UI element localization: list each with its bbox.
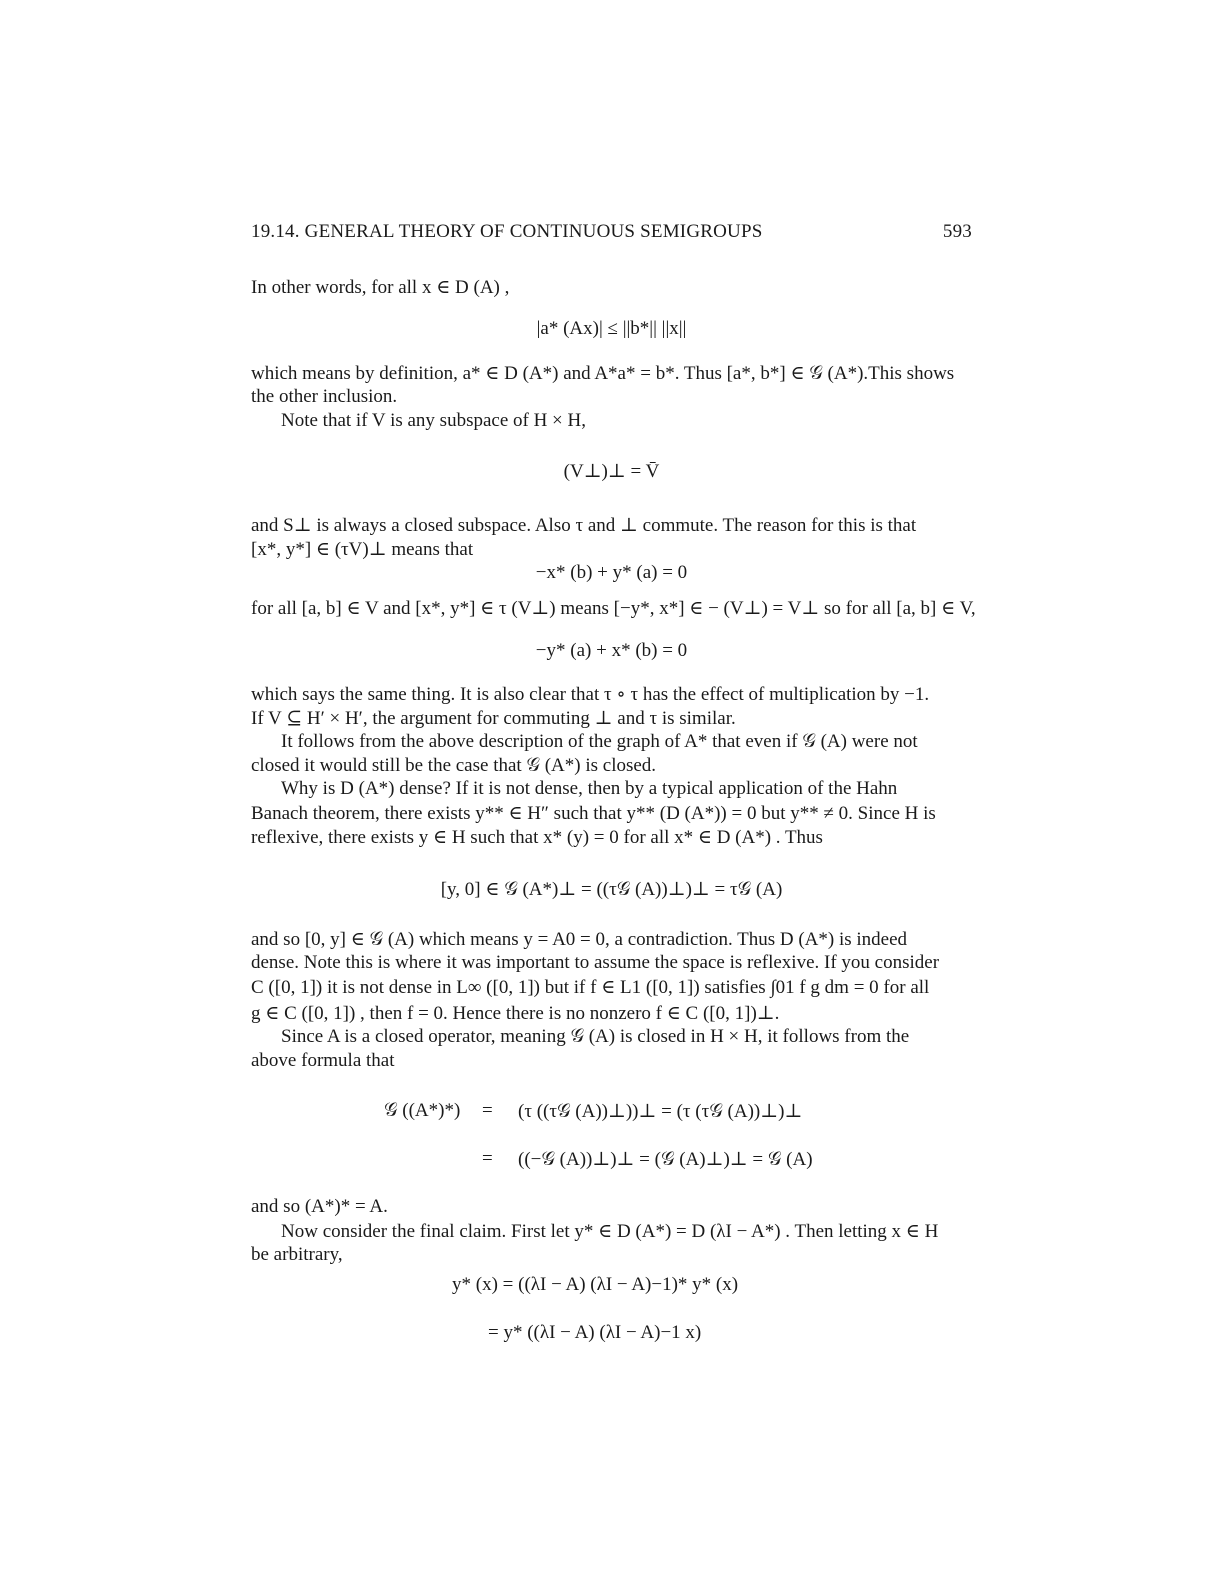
equation-7-line-2: = y* ((λI − A) (λI − A)−1 x) xyxy=(488,1322,702,1343)
paragraph-9-line-2: dense. Note this is where it was important to assume the space is reflexive. If you consider xyxy=(251,952,940,973)
equation-5: [y, 0] ∈ 𝒢 (A*)⊥ = ((τ𝒢 (A))⊥)⊥ = τ𝒢 (A) xyxy=(440,879,783,900)
page-number: 593 xyxy=(942,221,972,242)
paragraph-7-line-1: It follows from the above description of the graph of A* that even if 𝒢 (A) were not xyxy=(281,731,918,752)
equation-1: |a* (Ax)| ≤ ||b*|| ||x|| xyxy=(536,318,687,339)
section-title: 19.14. GENERAL THEORY OF CONTINUOUS SEMIGROUPS xyxy=(251,221,763,242)
paragraph-5: for all [a, b] ∈ V and [x*, y*] ∈ τ (V⊥) means [−y*, x*] ∈ − (V⊥) = V⊥ so for all [a, b] ∈ V, xyxy=(251,598,976,619)
equation-2: (V⊥)⊥ = V̄ xyxy=(563,461,660,482)
paragraph-8-line-3: reflexive, there exists y ∈ H such that x* (y) = 0 for all x* ∈ D (A*) . Thus xyxy=(251,827,823,848)
running-head xyxy=(251,221,972,243)
paragraph-12-line-1: Now consider the final claim. First let y* ∈ D (A*) = D (λI − A*) . Then letting x ∈ H xyxy=(281,1221,939,1242)
paragraph-12-line-2: be arbitrary, xyxy=(251,1244,343,1265)
paragraph-6-line-1: which says the same thing. It is also clear that τ ∘ τ has the effect of multiplication by −1. xyxy=(251,684,930,705)
equation-3: −x* (b) + y* (a) = 0 xyxy=(535,562,688,583)
paragraph-1: In other words, for all x ∈ D (A) , xyxy=(251,277,510,298)
paragraph-6-line-2: If V ⊆ H′ × H′, the argument for commuting ⊥ and τ is similar. xyxy=(251,708,736,729)
paragraph-2-line-2: the other inclusion. xyxy=(251,386,398,407)
paragraph-8-line-1: Why is D (A*) dense? If it is not dense, then by a typical application of the Hahn xyxy=(281,778,898,799)
paragraph-7-line-2: closed it would still be the case that 𝒢 (A*) is closed. xyxy=(251,755,657,776)
equation-6-equals-1: = xyxy=(482,1100,493,1121)
paragraph-9-line-4: g ∈ C ([0, 1]) , then f = 0. Hence there is no nonzero f ∈ C ([0, 1])⊥. xyxy=(251,1003,780,1024)
paragraph-2-line-1: which means by definition, a* ∈ D (A*) and A*a* = b*. Thus [a*, b*] ∈ 𝒢 (A*).This shows xyxy=(251,363,955,384)
equation-6-rhs-2: ((−𝒢 (A))⊥)⊥ = (𝒢 (A)⊥)⊥ = 𝒢 (A) xyxy=(518,1149,813,1170)
paragraph-4-line-1: and S⊥ is always a closed subspace. Also τ and ⊥ commute. The reason for this is that xyxy=(251,515,917,536)
paragraph-9-line-3: C ([0, 1]) it is not dense in L∞ ([0, 1]) but if f ∈ L1 ([0, 1]) satisfies ∫01 f g dm = 0 for all xyxy=(251,977,930,998)
equation-7-line-1: y* (x) = ((λI − A) (λI − A)−1)* y* (x) xyxy=(452,1274,739,1295)
paragraph-8-line-2: Banach theorem, there exists y** ∈ H″ such that y** (D (A*)) = 0 but y** ≠ 0. Since H is xyxy=(251,803,936,824)
paragraph-9-line-1: and so [0, y] ∈ 𝒢 (A) which means y = A0 = 0, a contradiction. Thus D (A*) is indeed xyxy=(251,929,908,950)
equation-6-rhs-1: (τ ((τ𝒢 (A))⊥))⊥ = (τ (τ𝒢 (A))⊥)⊥ xyxy=(518,1101,803,1122)
equation-4: −y* (a) + x* (b) = 0 xyxy=(535,640,688,661)
paragraph-4-line-2: [x*, y*] ∈ (τV)⊥ means that xyxy=(251,539,474,560)
paragraph-10-line-1: Since A is a closed operator, meaning 𝒢 (A) is closed in H × H, it follows from the xyxy=(281,1026,910,1047)
paragraph-11: and so (A*)* = A. xyxy=(251,1196,388,1217)
equation-6-equals-2: = xyxy=(482,1148,493,1169)
paragraph-10-line-2: above formula that xyxy=(251,1050,395,1071)
equation-6-lhs: 𝒢 ((A*)*) xyxy=(384,1100,461,1121)
paragraph-3: Note that if V is any subspace of H × H, xyxy=(281,410,586,431)
